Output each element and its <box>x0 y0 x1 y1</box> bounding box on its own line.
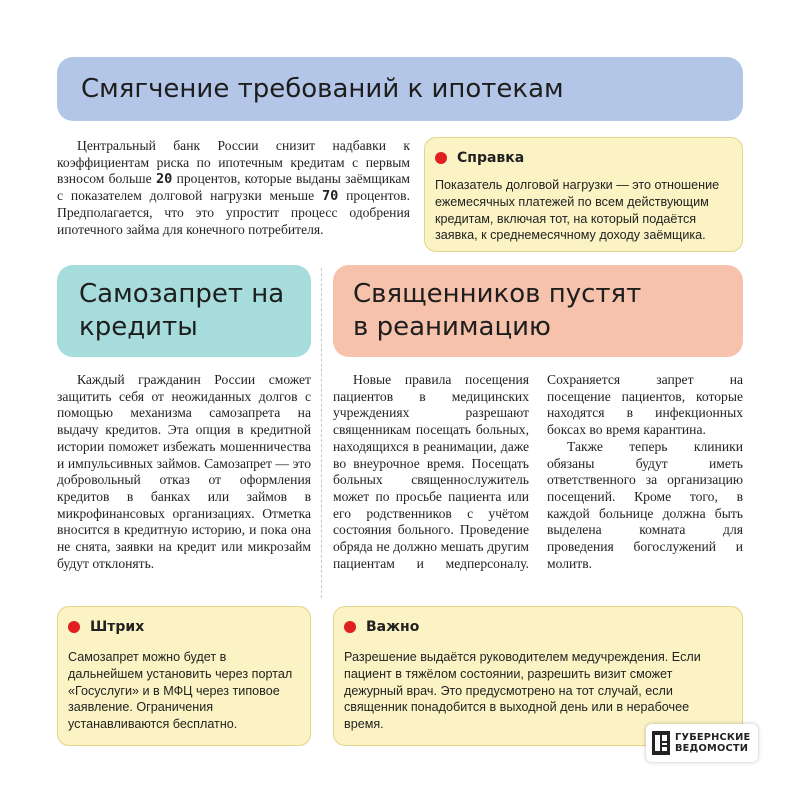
reference-note-text: Показатель долговой нагрузки — это отношение ежемесячных платежей по всем действующим кредитам, включая тот, на который подаётся заявка, к среднемесячному доходу заёмщика. <box>435 178 720 243</box>
self-ban-title-line2: кредиты <box>79 312 198 342</box>
priests-paragraph-1: Новые правила посещения пациентов в медицинских учреждениях разрешают священникам посещать больных, находящихся в реанимации, даже во внеурочное время. Посещать больных священнослужитель может по просьбе пациента или его родственников с учётом состояния больного. Проведение обряда не должно мешать другим пациентам и медперсоналу. Сохраняется запрет на посещение пациентов, которые находятся в инфекционных боксах во время карантина. <box>333 372 743 571</box>
self-ban-text <box>57 372 311 572</box>
column-divider <box>321 268 322 598</box>
important-note-title: Важно <box>366 619 420 635</box>
priests-text <box>333 372 743 572</box>
gubernskie-vedomosti-logo <box>646 724 758 762</box>
self-ban-title-line1: Самозапрет на <box>79 279 285 309</box>
stroke-note-header <box>68 619 298 635</box>
reference-note-title: Справка <box>457 150 525 166</box>
mortgage-text-part3: процентов. Предполагается, что это упростит процесс одобрения ипотечного займа для конечного потребителя. <box>57 188 410 237</box>
self-ban-paragraph: Каждый гражданин России сможет защитить себя от неожиданных долгов с помощью механизма самозапрета на выдачу кредитов. Эта опция в кредитной истории поможет избежать мошенничества и импульсивных займов. Самозапрет — это добровольный отказ от оформления кредитов в банках или займов в микрофинансовых организациях. Отметка вносится в кредитную историю, и пока она не снята, заявки на кредит или микрозайм будут отклонять. <box>57 372 311 571</box>
mortgage-text-part2: процентов, которые выданы заёмщикам с показателем долговой нагрузки меньше <box>57 171 411 204</box>
mortgage-title: Смягчение требований к ипотекам <box>81 74 564 104</box>
stroke-note <box>57 606 311 746</box>
priests-paragraph-2: Также теперь клиники обязаны будут иметь ответственного за организацию посещений. Кроме того, в каждой больнице должна быть выделена комната для проведения богослужений и молитв. <box>547 438 743 571</box>
mortgage-text-part1: Центральный банк России снизит надбавки к коэффициентам риска по ипотечным кредитам с первым взносом больше <box>57 138 410 187</box>
reference-note <box>424 137 743 252</box>
red-dot-icon <box>68 621 80 633</box>
logo-line2: ВЕДОМОСТИ <box>675 743 749 754</box>
debt-load-value: 70 <box>321 188 339 205</box>
important-note-text: Разрешение выдаётся руководителем медучреждения. Если пациент в тяжёлом состоянии, разрешить визит сможет дежурный врач. Это предусмотрено на тот случай, если священник понадобится в выходной день или в нерабочее время. <box>344 650 701 732</box>
mortgage-text <box>57 138 410 238</box>
newspaper-logo-icon <box>652 731 670 755</box>
stroke-note-text: Самозапрет можно будет в дальнейшем установить через портал «Госуслуги» и в МФЦ через типовое заявление. Ограничения устанавливаются бесплатно. <box>68 650 293 732</box>
priests-title-line2: в реанимацию <box>353 312 551 342</box>
important-note-header <box>344 619 730 635</box>
down-payment-value: 20 <box>155 171 173 188</box>
self-ban-banner <box>57 265 311 357</box>
logo-line1: ГУБЕРНСКИЕ <box>675 732 751 743</box>
priests-title-line1: Священников пустят <box>353 279 642 309</box>
priests-banner <box>333 265 743 357</box>
reference-note-header <box>435 150 730 166</box>
red-dot-icon <box>435 152 447 164</box>
mortgage-banner <box>57 57 743 121</box>
stroke-note-title: Штрих <box>90 619 145 635</box>
red-dot-icon <box>344 621 356 633</box>
